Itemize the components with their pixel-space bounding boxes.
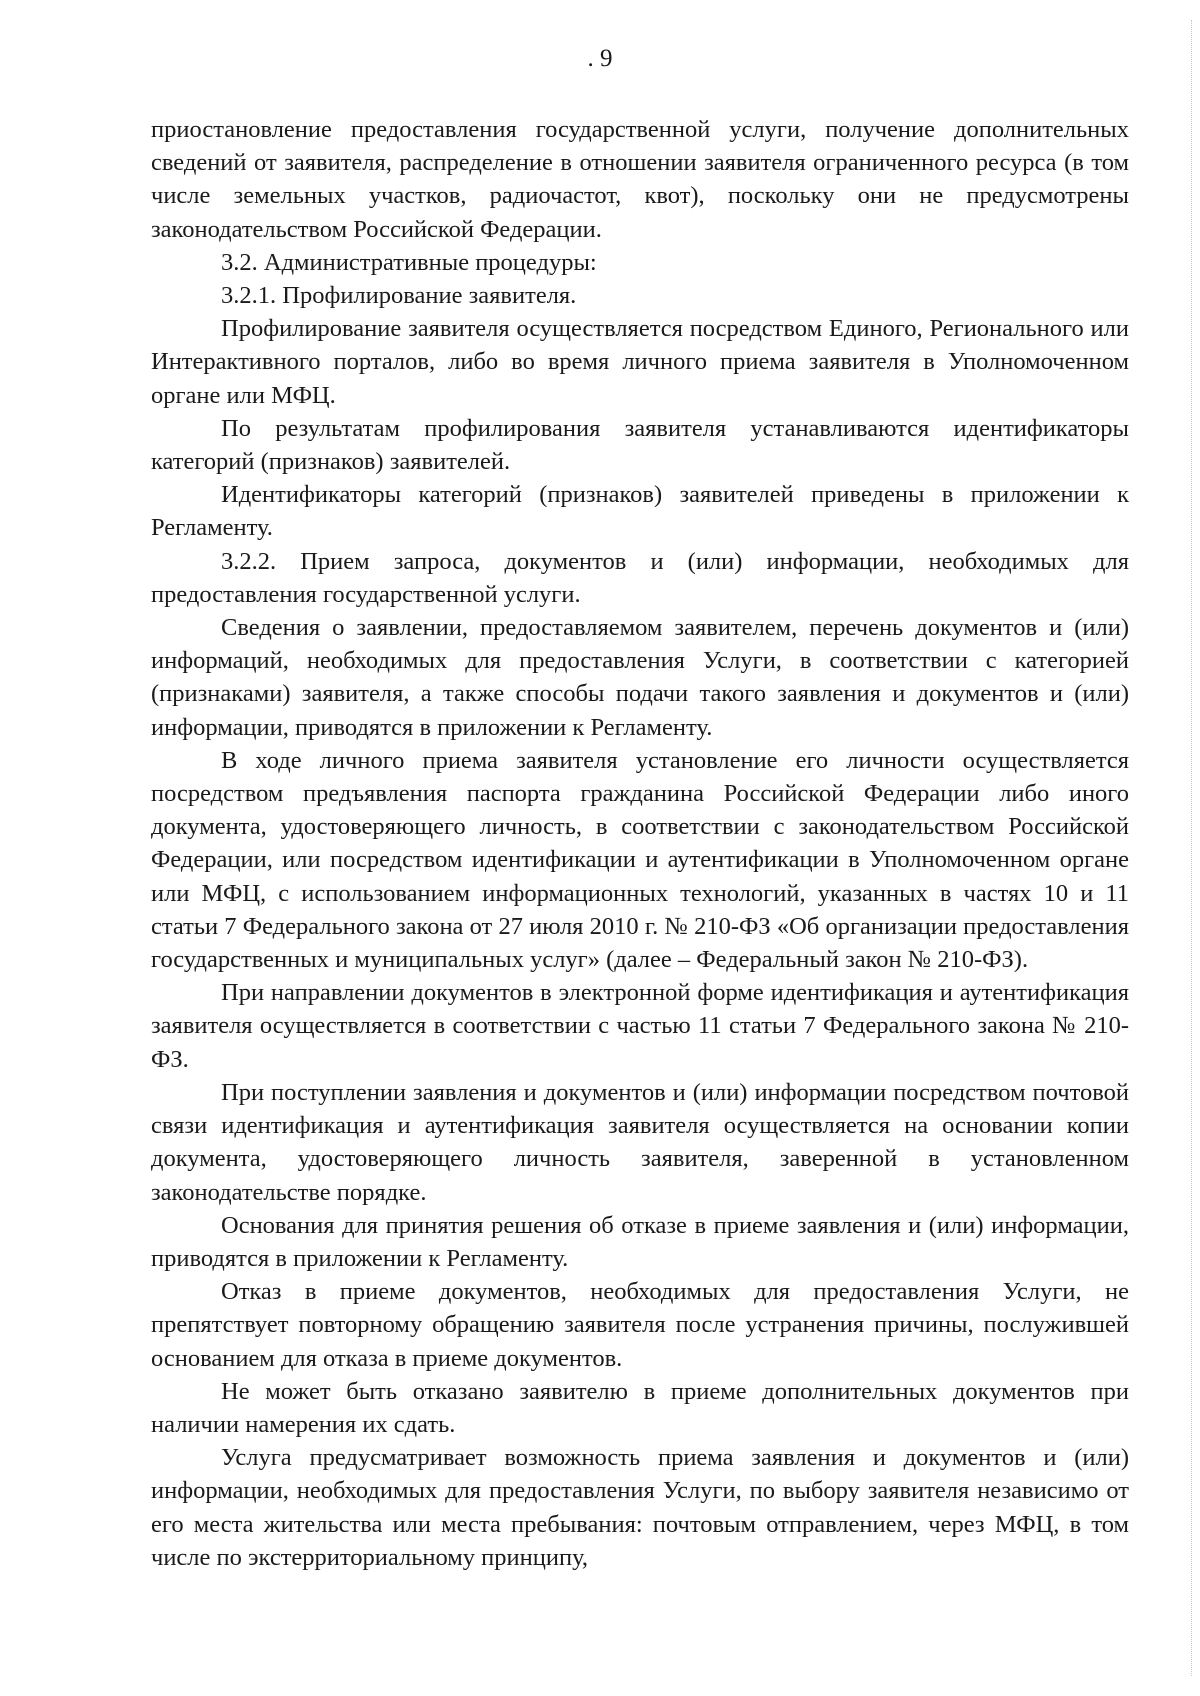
paragraph-14: Не может быть отказано заявителю в приеме дополнительных документов при наличии намерения их сдать. bbox=[151, 1377, 1129, 1438]
paragraph-1: приостановление предоставления государственной услуги, получение дополнительных сведений от заявителя, распределение в отношении заявителя ограниченного ресурса (в том числе земельных участков, радиочастот, квот), поскольку они не предусмотрены законодательством Российской Федерации. bbox=[151, 116, 1129, 243]
paragraph-7: 3.2.2. Прием запроса, документов и (или) информации, необходимых для предоставления государственной услуги. bbox=[151, 547, 1129, 608]
paragraph-9: В ходе личного приема заявителя установление его личности осуществляется посредством предъявления паспорта гражданина Российской Федерации либо иного документа, удостоверяющего личность, в соответствии с законодательством Российской Федерации, или посредством идентификации и аутентификации в Уполномоченном органе или МФЦ, с использованием информационных технологий, указанных в частях 10 и 11 статьи 7 Федерального закона от 27 июля 2010 г. № 210-ФЗ «Об организации предоставления государственных и муниципальных услуг» (далее – Федеральный закон № 210-ФЗ). bbox=[151, 746, 1129, 974]
document-body bbox=[151, 113, 1129, 1574]
paragraph-5: По результатам профилирования заявителя устанавливаются идентификаторы категорий (признаков) заявителей. bbox=[151, 414, 1129, 476]
paragraph-10: При направлении документов в электронной форме идентификация и аутентификация заявителя осуществляется в соответствии с частью 11 статьи 7 Федерального закона № 210-ФЗ. bbox=[151, 979, 1129, 1073]
paragraph-2: 3.2. Административные процедуры: bbox=[221, 248, 597, 276]
paragraph-13: Отказ в приеме документов, необходимых для предоставления Услуги, не препятствует повторному обращению заявителя после устранения причины, послужившей основанием для отказа в приеме документов. bbox=[151, 1278, 1129, 1372]
paragraph-15: Услуга предусматривает возможность приема заявления и документов и (или) информации, необходимых для предоставления Услуги, по выбору заявителя независимо от его места жительства или места пребывания: почтовым отправлением, через МФЦ, в том числе по экстерриториальному принципу, bbox=[151, 1444, 1129, 1571]
paragraph-3: 3.2.1. Профилирование заявителя. bbox=[221, 282, 577, 310]
paragraph-4: Профилирование заявителя осуществляется посредством Единого, Регионального или Интерактивного порталов, либо во время личного приема заявителя в Уполномоченном органе или МФЦ. bbox=[151, 315, 1129, 409]
page-number bbox=[0, 44, 1200, 74]
paragraph-12: Основания для принятия решения об отказе в приеме заявления и (или) информации, приводятся в приложении к Регламенту. bbox=[151, 1211, 1129, 1272]
paragraph-8: Сведения о заявлении, предоставляемом заявителем, перечень документов и (или) информаций, необходимых для предоставления Услуги, в соответствии с категорией (признаками) заявителя, а также способы подачи такого заявления и документов и (или) информации, приводятся в приложении к Регламенту. bbox=[151, 614, 1129, 741]
paragraph-6: Идентификаторы категорий (признаков) заявителей приведены в приложении к Регламенту. bbox=[151, 481, 1129, 542]
paragraph-11: При поступлении заявления и документов и (или) информации посредством почтовой связи идентификация и аутентификация заявителя осуществляется на основании копии документа, удостоверяющего личность заявителя, заверенной в установленном законодательстве порядке. bbox=[151, 1078, 1129, 1206]
scan-edge-divider bbox=[1191, 20, 1192, 1676]
page-number-text: . 9 bbox=[587, 45, 613, 72]
